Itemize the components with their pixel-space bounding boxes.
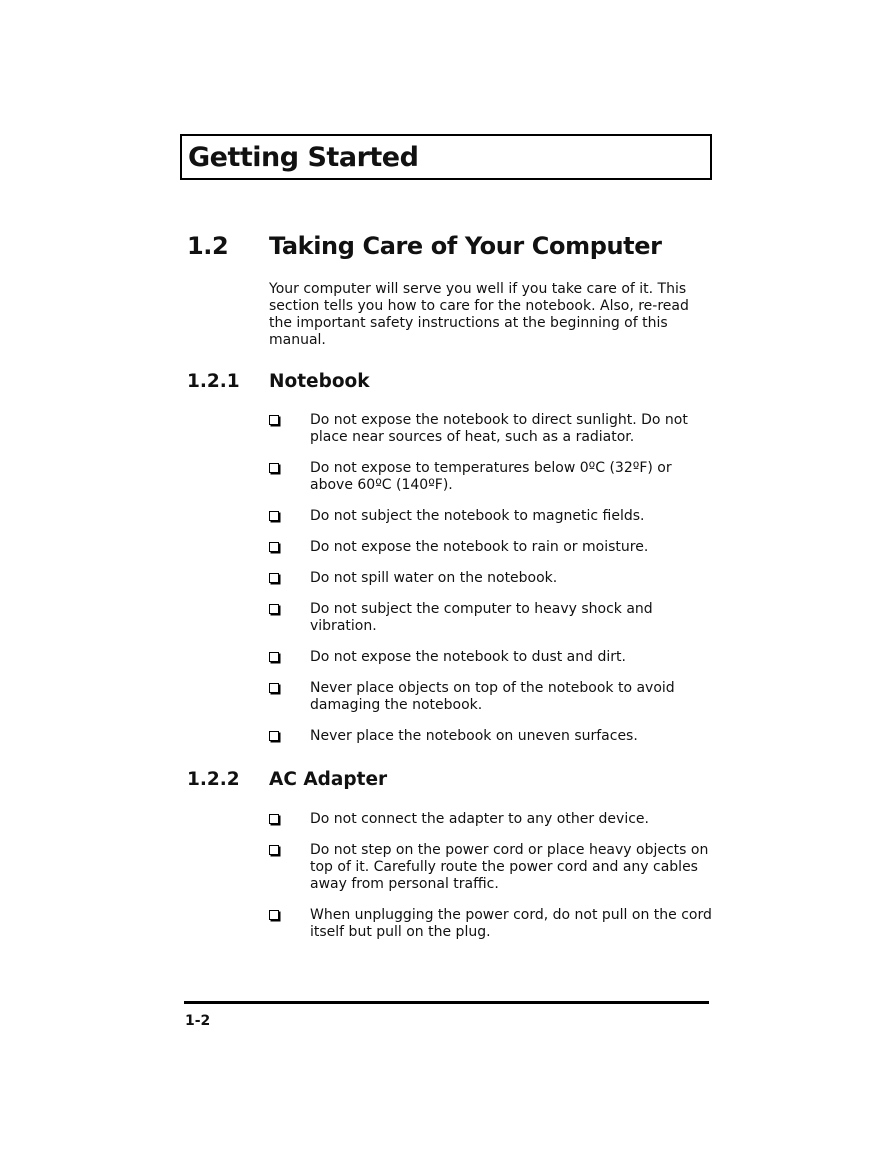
checkbox-icon [269, 652, 279, 662]
list-item [266, 680, 716, 714]
subsection-number-ac-adapter: 1.2.2 [187, 769, 240, 790]
subsection-number-notebook: 1.2.1 [187, 371, 240, 392]
list-item-text: Do not expose the notebook to rain or moisture. [310, 539, 649, 555]
list-item [266, 728, 716, 745]
section-intro: Your computer will serve you well if you take care of it. This section tells you how to care for the notebook. Also, re-read the important safety instructions at the beginning of this manual. [269, 281, 689, 348]
checkbox-icon [269, 845, 279, 855]
footer-rule [184, 1001, 709, 1004]
list-item-text: Do not expose to temperatures below 0ºC (32ºF) or above 60ºC (140ºF). [310, 460, 672, 493]
list-item [266, 539, 716, 556]
list-item-text: Do not step on the power cord or place heavy objects on top of it. Carefully route the power cord and any cables away from personal traffic. [310, 842, 709, 892]
list-item [266, 811, 716, 828]
section-title: Taking Care of Your Computer [269, 232, 662, 260]
list-item [266, 412, 716, 446]
checkbox-icon [269, 683, 279, 693]
checkbox-icon [269, 573, 279, 583]
checkbox-icon [269, 511, 279, 521]
checkbox-icon [269, 415, 279, 425]
checkbox-icon [269, 731, 279, 741]
subsection-title-ac-adapter: AC Adapter [269, 769, 388, 790]
list-item [266, 460, 716, 494]
list-item [266, 508, 716, 525]
list-item-text: Do not subject the notebook to magnetic fields. [310, 508, 645, 524]
checkbox-icon [269, 542, 279, 552]
list-item-text: Do not subject the computer to heavy shock and vibration. [310, 601, 653, 634]
chapter-header-box [180, 134, 712, 180]
list-item-text: Never place objects on top of the notebook to avoid damaging the notebook. [310, 680, 675, 713]
list-item [266, 601, 716, 635]
list-item-text: Do not expose the notebook to dust and dirt. [310, 649, 626, 665]
page-number: 1-2 [185, 1013, 211, 1029]
checkbox-icon [269, 463, 279, 473]
list-item-text: Do not connect the adapter to any other device. [310, 811, 649, 827]
ac-adapter-care-list [266, 811, 716, 941]
list-item-text: When unplugging the power cord, do not pull on the cord itself but pull on the plug. [310, 907, 712, 940]
chapter-title: Getting Started [188, 142, 419, 173]
list-item-text: Do not spill water on the notebook. [310, 570, 558, 586]
list-item [266, 649, 716, 666]
subsection-title-notebook: Notebook [269, 371, 370, 392]
list-item [266, 570, 716, 587]
list-item [266, 907, 716, 941]
checkbox-icon [269, 910, 279, 920]
checkbox-icon [269, 604, 279, 614]
section-number: 1.2 [187, 232, 229, 260]
checkbox-icon [269, 814, 279, 824]
list-item [266, 842, 716, 893]
list-item-text: Never place the notebook on uneven surfaces. [310, 728, 638, 744]
list-item-text: Do not expose the notebook to direct sunlight. Do not place near sources of heat, such as a radiator. [310, 412, 688, 445]
notebook-care-list [266, 412, 716, 745]
